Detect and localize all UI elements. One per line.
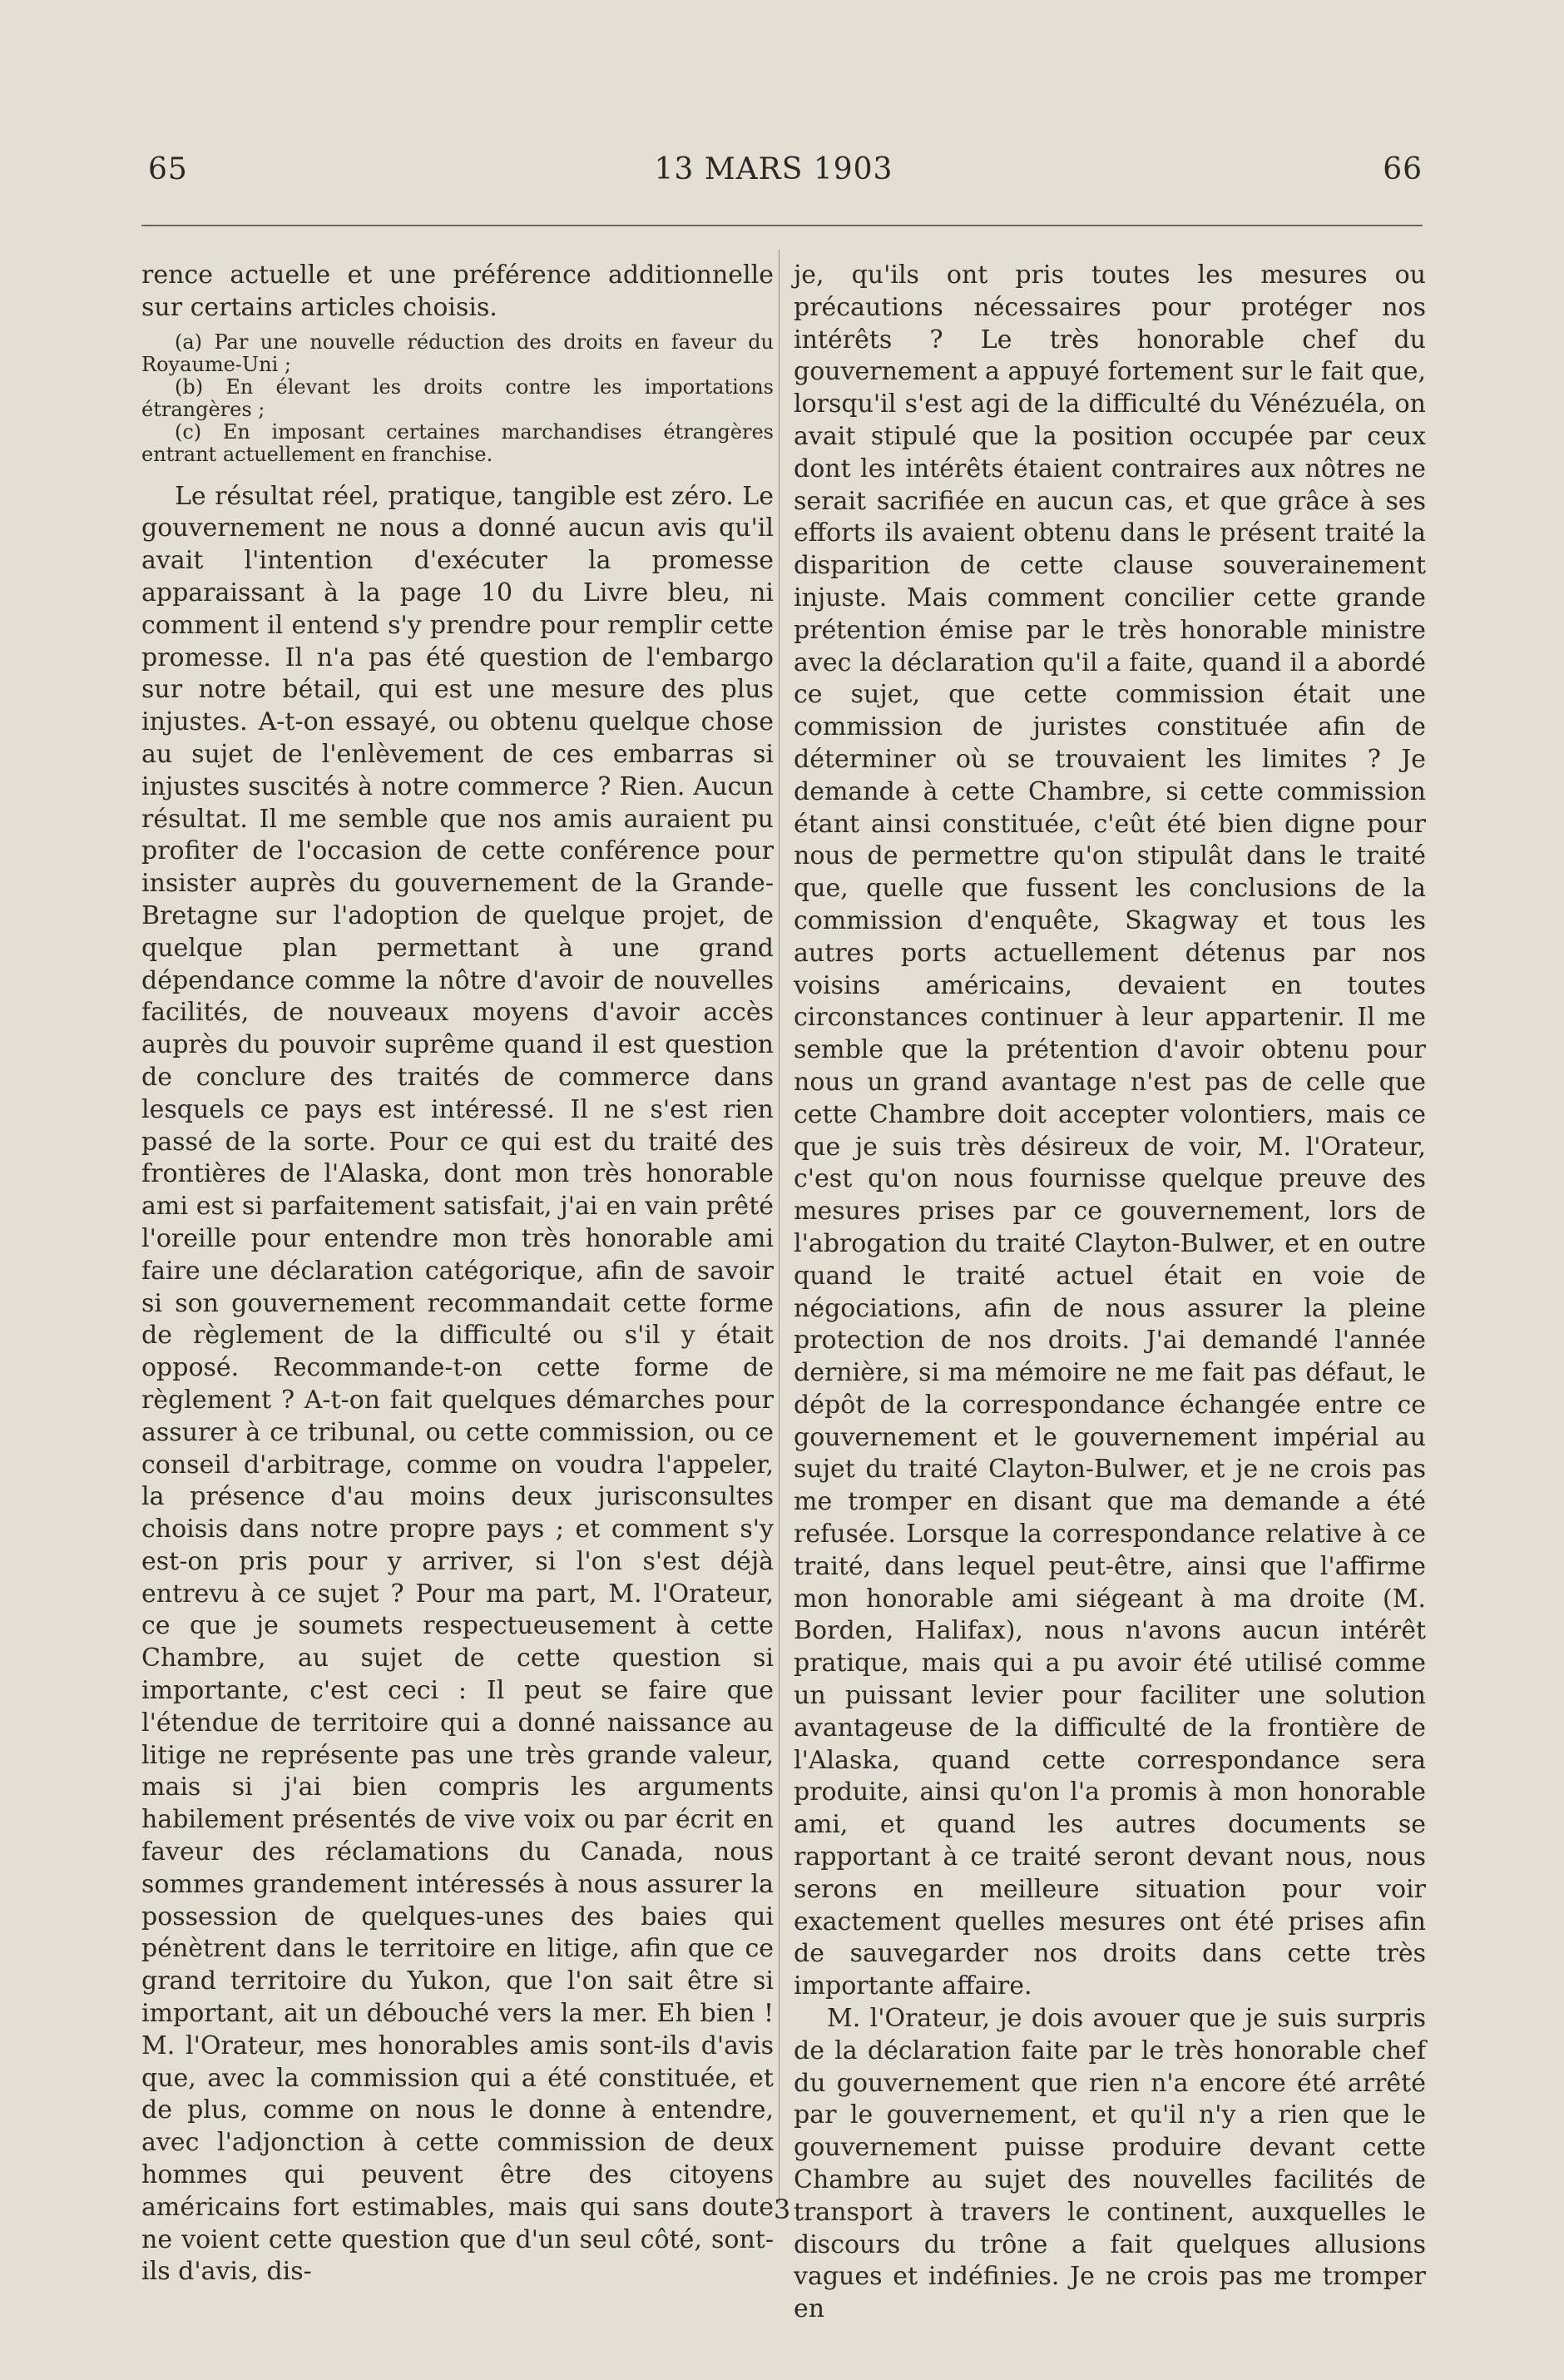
list-item-b: (b) En élevant les droits contre les importations étrangères ; [141, 374, 774, 421]
right-continuation-paragraph: je, qu'ils ont pris toutes les mesures ou précautions nécessaires pour protéger nos intérêts ? Le très honorable chef du gouvernement a appuyé fortement sur le fait que, lorsqu'il s'est agi de la difficulté du Vénézuéla, on avait stipulé que la position occupée par ceux dont les intérêts étaient contraires aux nôtres ne serait sacrifiée en aucun cas, et que grâce à ses efforts ils avaient obtenu dans le présent traité la disparition de cette clause souverainement injuste. Mais comment concilier cette grande prétention émise par le très honorable ministre avec la déclaration qu'il a faite, quand il a abordé ce sujet, que cette commission était une commission de juristes constituée afin de déterminer où se trouvaient les limites ? Je demande à cette Chambre, si cette commission étant ainsi constituée, c'eût été bien digne pour nous de permettre qu'on stipulât dans le traité que, quelle que fussent les conclusions de la commission d'enquête, Skagway et tous les autres ports actuellement détenus par nos voisins américains, devaient en toutes circonstances continuer à leur appartenir. Il me semble que la prétention d'avoir obtenu pour nous un grand avantage n'est pas de celle que cette Chambre doit accepter volontiers, mais ce que je suis très désireux de voir, M. l'Orateur, c'est qu'on nous fournisse quelque preuve des mesures prises par ce gouvernement, lors de l'abrogation du traité Clayton-Bulwer, et en outre quand le traité actuel était en voie de négociations, afin de nous assurer la pleine protection de nos droits. J'ai demandé l'année dernière, si ma mémoire ne me fait pas défaut, le dépôt de la correspondance échangée entre ce gouvernement et le gouvernement impérial au sujet du traité Clayton-Bulwer, et je ne crois pas me tromper en disant que ma demande a été refusée. Lorsque la correspondance relative à ce traité, dans lequel peut-être, ainsi que l'affirme mon honorable ami siégeant à ma droite (M. Borden, Halifax), nous n'avons aucun intérêt pratique, mais qui a pu avoir été utilisé comme un puissant levier pour faciliter une solution avantageuse de la difficulté de la frontière de l'Alaska, quand cette correspondance sera produite, ainsi qu'on l'a promis à mon honorable ami, et quand les autres documents se rapportant à ce traité seront devant nous, nous serons en meilleure situation pour voir exactement quelles mesures ont été prises afin de sauvegarder nos droits dans cette très importante affaire. [794, 260, 1426, 2001]
page-date: 13 MARS 1903 [654, 152, 893, 186]
right-page-number: 66 [1383, 152, 1423, 186]
signature-mark: 3 [773, 2194, 791, 2225]
left-page-number: 65 [148, 152, 188, 186]
right-column [794, 260, 1426, 2326]
right-second-paragraph: M. l'Orateur, je dois avouer que je suis surpris de la déclaration faite par le très honorable chef du gouvernement que rien n'a encore été arrêté par le gouvernement, et qu'il n'y a rien que le gouvernement puisse produire devant cette Chambre au sujet des nouvelles facilités de transport à travers le continent, auxquelles le discours du trône a fait quelques allusions vagues et indéfinies. Je ne crois pas me tromper en [794, 2004, 1426, 2324]
list-item-a: (a) Par une nouvelle réduction des droits en faveur du Royaume-Uni ; [141, 330, 774, 376]
left-body-paragraph: Le résultat réel, pratique, tangible est zéro. Le gouvernement ne nous a donné aucun avis qu'il avait l'intention d'exécuter la promesse apparaissant à la page 10 du Livre bleu, ni comment il entend s'y prendre pour remplir cette promesse. Il n'a pas été question de l'embargo sur notre bétail, qui est une mesure des plus injustes. A-t-on essayé, ou obtenu quelque chose au sujet de l'enlèvement de ces embarras si injustes suscités à notre commerce ? Rien. Aucun résultat. Il me semble que nos amis auraient pu profiter de l'occasion de cette conférence pour insister auprès du gouvernement de la Grande-Bretagne sur l'adoption de quelque projet, de quelque plan permettant à une grand dépendance comme la nôtre d'avoir de nouvelles facilités, de nouveaux moyens d'avoir accès auprès du pouvoir suprême quand il est question de conclure des traités de commerce dans lesquels ce pays est intéressé. Il ne s'est rien passé de la sorte. Pour ce qui est du traité des frontières de l'Alaska, dont mon très honorable ami est si parfaitement satisfait, j'ai en vain prêté l'oreille pour entendre mon très honorable ami faire une déclaration catégorique, afin de savoir si son gouvernement recommandait cette forme de règlement de la difficulté ou s'il y était opposé. Recommande-t-on cette forme de règlement ? A-t-on fait quelques démarches pour assurer à ce tribunal, ou cette commission, ou ce conseil d'arbitrage, comme on voudra l'appeler, la présence d'au moins deux jurisconsultes choisis dans notre propre pays ; et comment s'y est-on pris pour y arriver, si l'on s'est déjà entrevu à ce sujet ? Pour ma part, M. l'Orateur, ce que je soumets respectueusement à cette Chambre, au sujet de cette question si importante, c'est ceci : Il peut se faire que l'étendue de territoire qui a donné naissance au litige ne représente pas une très grande valeur, mais si j'ai bien compris les arguments habilement présentés de vive voix ou par écrit en faveur des réclamations du Canada, nous sommes grandement intéressés à nous assurer la possession de quelques-unes des baies qui pénètrent dans le territoire en litige, afin que ce grand territoire du Yukon, que l'on sait être si important, ait un débouché vers la mer. Eh bien ! M. l'Orateur, mes honorables amis sont-ils d'avis que, avec la commission qui a été constituée, et de plus, comme on nous le donne à entendre, avec l'adjonction à cette commission de deux hommes qui peuvent être des citoyens américains fort estimables, mais qui sans doute ne voient cette question que d'un seul côté, sont-ils d'avis, dis- [141, 481, 774, 2287]
running-head [125, 152, 1423, 194]
header-rule [141, 225, 1423, 226]
proposal-list [141, 331, 774, 466]
left-column [141, 260, 774, 2288]
list-item-c: (c) En imposant certaines marchandises étrangères entrant actuellement en franchise. [141, 419, 774, 466]
left-intro-text: rence actuelle et une préférence additionnelle sur certains articles choisis. [141, 260, 774, 322]
column-divider [779, 250, 780, 2205]
